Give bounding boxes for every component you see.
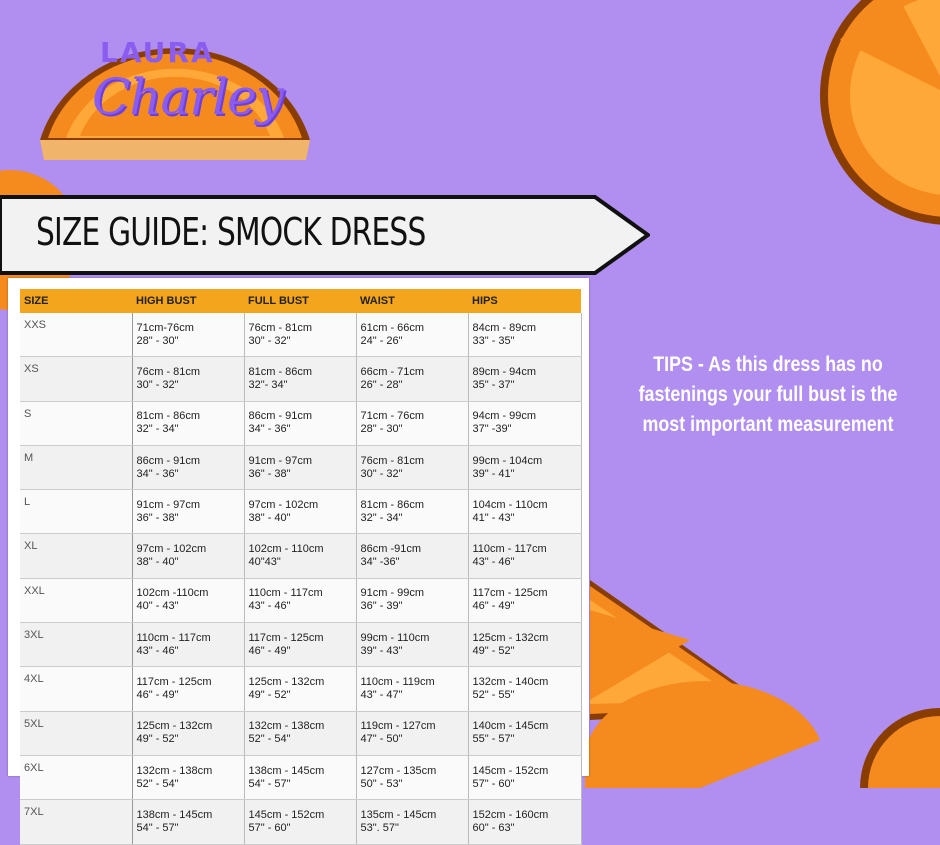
full-bust-cell: [244, 445, 356, 489]
high-bust-cell: [132, 313, 244, 357]
full-bust-cell: [244, 534, 356, 578]
high-bust-cell: [132, 623, 244, 667]
size-table-card: [8, 278, 589, 834]
inch-value: 32" - 34": [360, 511, 403, 524]
full-bust-cell: [244, 800, 356, 844]
inch-value: 60" - 63": [472, 821, 515, 834]
cm-value: 84cm - 89cm: [472, 321, 537, 334]
cm-value: 86cm - 91cm: [136, 454, 201, 467]
inch-value: 28" - 30": [136, 334, 179, 347]
cm-value: 117cm - 125cm: [472, 587, 548, 600]
inch-value: 40"43": [248, 556, 281, 569]
inch-value: 35" - 37": [472, 378, 515, 391]
high-bust-cell: [132, 578, 244, 622]
orange-slice-icon: [820, 0, 940, 225]
cm-value: 71cm-76cm: [136, 321, 194, 334]
waist-cell: [356, 667, 468, 711]
inch-value: 49" - 52": [248, 689, 291, 702]
inch-value: 57" - 60": [472, 777, 515, 790]
hips-cell: [468, 313, 581, 357]
page-title: SIZE GUIDE: SMOCK DRESS: [36, 210, 426, 254]
inch-value: 40" - 43": [136, 600, 179, 613]
size-table: [20, 289, 582, 845]
inch-value: 36" - 39": [360, 600, 403, 613]
inch-value: 34" -36": [360, 556, 400, 569]
inch-value: 34" - 36": [136, 467, 179, 480]
inch-value: 54" - 57": [136, 821, 179, 834]
cm-value: 71cm - 76cm: [360, 410, 425, 423]
full-bust-cell: [244, 711, 356, 755]
cm-value: 99cm - 104cm: [472, 454, 543, 467]
full-bust-cell: [244, 490, 356, 534]
full-bust-cell: [244, 578, 356, 622]
inch-value: 26" - 28": [360, 378, 403, 391]
high-bust-cell: [132, 711, 244, 755]
cm-value: 94cm - 99cm: [472, 410, 537, 423]
table-row: [20, 357, 581, 401]
table-row: [20, 490, 581, 534]
full-bust-cell: [244, 755, 356, 799]
table-row: [20, 313, 581, 357]
cm-value: 140cm - 145cm: [472, 720, 549, 733]
waist-cell: [356, 313, 468, 357]
inch-value: 52" - 54": [136, 777, 179, 790]
cm-value: 81cm - 86cm: [248, 365, 313, 378]
hips-cell: [468, 667, 581, 711]
cm-value: 102cm - 110cm: [248, 543, 324, 556]
inch-value: 33" - 35": [472, 334, 515, 347]
inch-value: 46" - 49": [248, 644, 291, 657]
inch-value: 55" - 57": [472, 733, 515, 746]
inch-value: 36" - 38": [136, 511, 179, 524]
waist-cell: [356, 357, 468, 401]
cm-value: 89cm - 94cm: [472, 365, 537, 378]
cm-value: 97cm - 102cm: [248, 498, 319, 511]
cm-value: 152cm - 160cm: [472, 808, 549, 821]
inch-value: 38" - 40": [136, 556, 179, 569]
hips-cell: [468, 578, 581, 622]
high-bust-cell: [132, 445, 244, 489]
inch-value: 43" - 47": [360, 689, 403, 702]
cm-value: 125cm - 132cm: [472, 631, 549, 644]
high-bust-cell: [132, 357, 244, 401]
inch-value: 24" - 26": [360, 334, 403, 347]
inch-value: 43" - 46": [472, 556, 515, 569]
inch-value: 39" - 43": [360, 644, 403, 657]
cm-value: 117cm - 125cm: [248, 631, 324, 644]
cm-value: 102cm -110cm: [136, 587, 209, 600]
table-header-row: [20, 289, 581, 313]
cm-value: 138cm - 145cm: [136, 808, 213, 821]
hips-cell: [468, 755, 581, 799]
hips-cell: [468, 711, 581, 755]
waist-cell: [356, 445, 468, 489]
table-row: [20, 578, 581, 622]
inch-value: 38" - 40": [248, 511, 291, 524]
cm-value: 125cm - 132cm: [248, 676, 325, 689]
cm-value: 135cm - 145cm: [360, 808, 437, 821]
waist-cell: [356, 711, 468, 755]
size-cell: 4XL: [20, 667, 132, 711]
cm-value: 132cm - 138cm: [136, 764, 213, 777]
waist-cell: [356, 578, 468, 622]
size-cell: XL: [20, 534, 132, 578]
size-cell: 7XL: [20, 800, 132, 844]
high-bust-cell: [132, 755, 244, 799]
table-row: [20, 711, 581, 755]
size-cell: M: [20, 445, 132, 489]
cm-value: 110cm - 119cm: [360, 676, 435, 689]
table-row: [20, 401, 581, 445]
table-row: [20, 623, 581, 667]
table-row: [20, 800, 581, 844]
cm-value: 61cm - 66cm: [360, 321, 425, 334]
waist-cell: [356, 534, 468, 578]
size-cell: XS: [20, 357, 132, 401]
hips-cell: [468, 800, 581, 844]
cm-value: 125cm - 132cm: [136, 720, 213, 733]
table-row: [20, 667, 581, 711]
waist-cell: [356, 490, 468, 534]
cm-value: 91cm - 97cm: [136, 498, 201, 511]
inch-value: 50" - 53": [360, 777, 403, 790]
cm-value: 110cm - 117cm: [136, 631, 211, 644]
cm-value: 127cm - 135cm: [360, 764, 437, 777]
cm-value: 132cm - 138cm: [248, 720, 325, 733]
waist-cell: [356, 623, 468, 667]
cm-value: 99cm - 110cm: [360, 631, 430, 644]
inch-value: 32" - 34": [136, 423, 179, 436]
cm-value: 66cm - 71cm: [360, 365, 425, 378]
inch-value: 52" - 54": [248, 733, 291, 746]
inch-value: 43" - 46": [136, 644, 179, 657]
orange-slice-icon: [584, 580, 940, 788]
size-cell: 6XL: [20, 755, 132, 799]
inch-value: 53". 57": [360, 821, 399, 834]
cm-value: 117cm - 125cm: [136, 676, 212, 689]
header-full-bust: FULL BUST: [244, 289, 356, 313]
inch-value: 54" - 57": [248, 777, 291, 790]
high-bust-cell: [132, 401, 244, 445]
cm-value: 81cm - 86cm: [136, 410, 201, 423]
cm-value: 97cm - 102cm: [136, 543, 207, 556]
header-waist: WAIST: [356, 289, 468, 313]
inch-value: 37" -39": [472, 423, 512, 436]
hips-cell: [468, 490, 581, 534]
cm-value: 76cm - 81cm: [136, 365, 201, 378]
high-bust-cell: [132, 800, 244, 844]
brand-name-script: Charley: [92, 68, 283, 126]
inch-value: 39" - 41": [472, 467, 515, 480]
inch-value: 30" - 32": [360, 467, 403, 480]
cm-value: 145cm - 152cm: [472, 764, 549, 777]
size-cell: XXS: [20, 313, 132, 357]
size-cell: S: [20, 401, 132, 445]
size-cell: 3XL: [20, 623, 132, 667]
full-bust-cell: [244, 401, 356, 445]
inch-value: 41" - 43": [472, 511, 515, 524]
table-row: [20, 755, 581, 799]
inch-value: 36" - 38": [248, 467, 291, 480]
inch-value: 32"- 34": [248, 378, 288, 391]
inch-value: 30" - 32": [136, 378, 179, 391]
cm-value: 110cm - 117cm: [248, 587, 323, 600]
cm-value: 145cm - 152cm: [248, 808, 325, 821]
full-bust-cell: [244, 357, 356, 401]
inch-value: 34" - 36": [248, 423, 291, 436]
inch-value: 46" - 49": [472, 600, 515, 613]
cm-value: 91cm - 99cm: [360, 587, 425, 600]
brand-name-top: LAURA: [100, 36, 215, 69]
cm-value: 104cm - 110cm: [472, 498, 548, 511]
full-bust-cell: [244, 623, 356, 667]
tips-text: TIPS - As this dress has no fastenings your full bust is the most important measurement: [638, 353, 898, 436]
hips-cell: [468, 534, 581, 578]
hips-cell: [468, 357, 581, 401]
cm-value: 119cm - 127cm: [360, 720, 436, 733]
full-bust-cell: [244, 667, 356, 711]
high-bust-cell: [132, 490, 244, 534]
cm-value: 81cm - 86cm: [360, 498, 425, 511]
inch-value: 30" - 32": [248, 334, 291, 347]
table-row: [20, 534, 581, 578]
hips-cell: [468, 445, 581, 489]
inch-value: 46" - 49": [136, 689, 179, 702]
table-row: [20, 445, 581, 489]
cm-value: 86cm -91cm: [360, 543, 422, 556]
hips-cell: [468, 401, 581, 445]
header-hips: HIPS: [468, 289, 581, 313]
cm-value: 110cm - 117cm: [472, 543, 547, 556]
cm-value: 76cm - 81cm: [360, 454, 425, 467]
header-size: SIZE: [20, 289, 132, 313]
cm-value: 91cm - 97cm: [248, 454, 313, 467]
header-high-bust: HIGH BUST: [132, 289, 244, 313]
inch-value: 49" - 52": [136, 733, 179, 746]
inch-value: 57" - 60": [248, 821, 291, 834]
high-bust-cell: [132, 667, 244, 711]
waist-cell: [356, 800, 468, 844]
cm-value: 86cm - 91cm: [248, 410, 313, 423]
cm-value: 138cm - 145cm: [248, 764, 325, 777]
inch-value: 47" - 50": [360, 733, 403, 746]
hips-cell: [468, 623, 581, 667]
size-cell: 5XL: [20, 711, 132, 755]
waist-cell: [356, 401, 468, 445]
cm-value: 132cm - 140cm: [472, 676, 549, 689]
size-cell: XXL: [20, 578, 132, 622]
inch-value: 43" - 46": [248, 600, 291, 613]
waist-cell: [356, 755, 468, 799]
size-cell: L: [20, 490, 132, 534]
inch-value: 28" - 30": [360, 423, 403, 436]
high-bust-cell: [132, 534, 244, 578]
inch-value: 49" - 52": [472, 644, 515, 657]
cm-value: 76cm - 81cm: [248, 321, 313, 334]
inch-value: 52" - 55": [472, 689, 515, 702]
full-bust-cell: [244, 313, 356, 357]
